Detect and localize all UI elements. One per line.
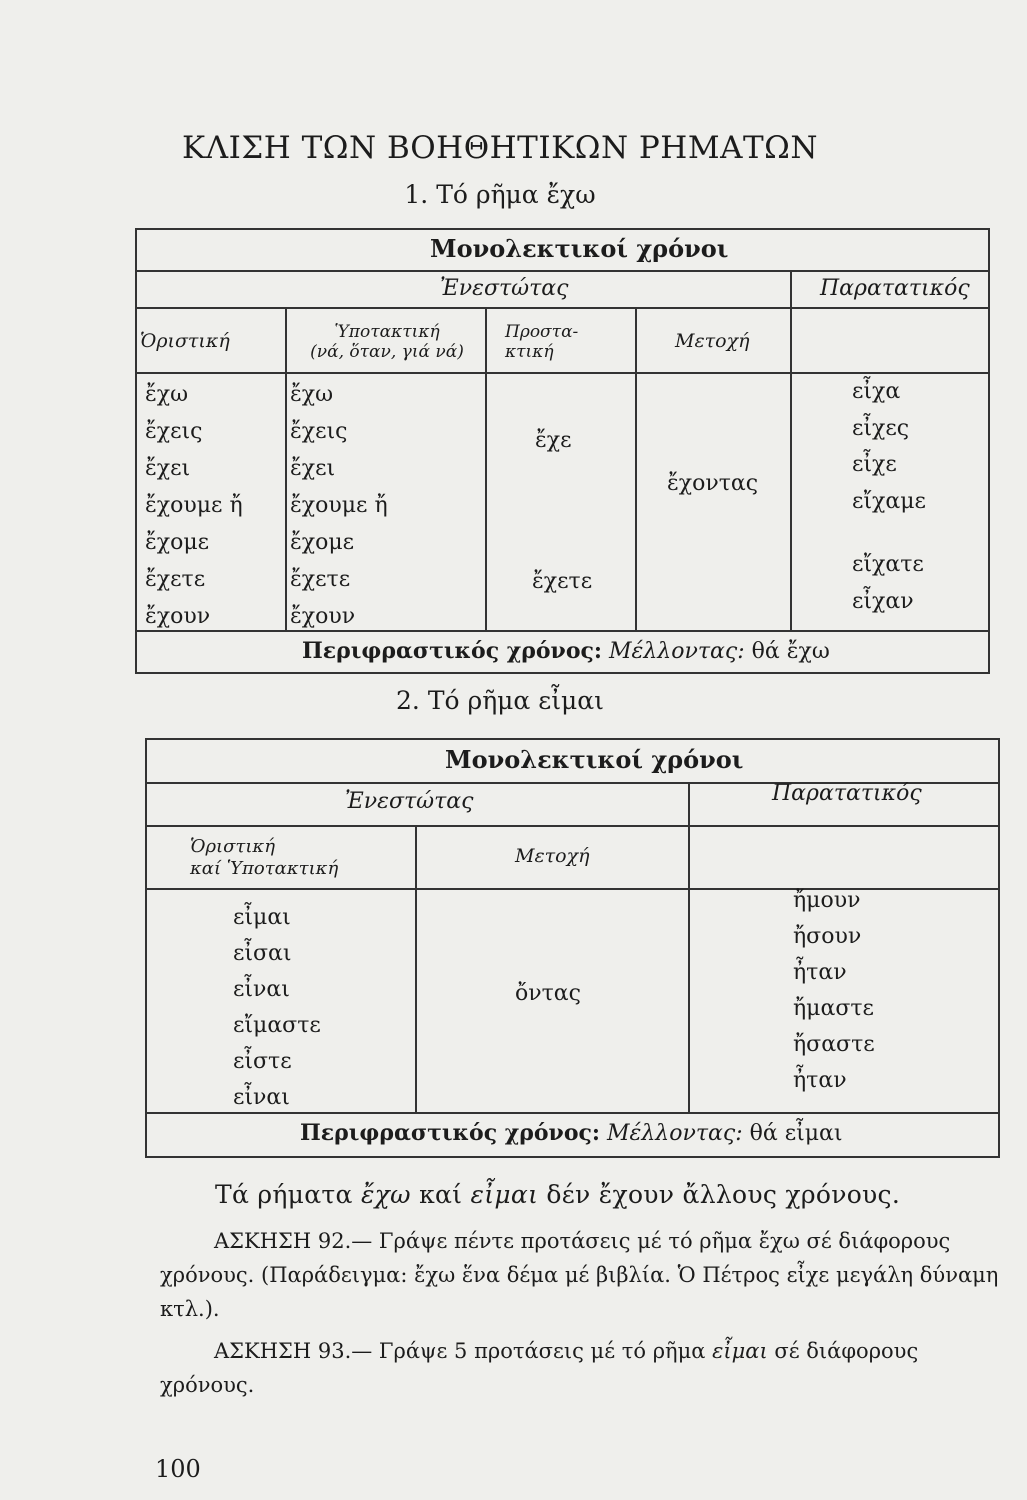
col-imperative: Προστα- κτική [505,322,579,362]
imperative-form-1: ἔχε [535,428,572,453]
imperfect-forms: ἤμουν ἤσουν ἦταν ἤμαστε ἤσαστε ἦταν [793,888,875,1093]
exercise-93: ΑΣΚΗΣΗ 93.— Γράψε 5 προτάσεις μέ τό ρῆμα εἶμαι σέ διάφορους χρόνους. [160,1339,919,1397]
col-participle: Μετοχή [515,845,590,867]
col-indicative-subjunctive: Ὁριστική καί Ὑποτακτική [190,836,339,879]
imperfect-header: Παρατατικός [772,781,922,806]
present-header: Ἐνεστώτας [345,789,474,814]
imperfect-forms-plural: εἴχατε εἶχαν [852,552,924,614]
periphrastic-row: Περιφραστικός χρόνος: Μέλλοντας: θά εἶμαι [300,1120,843,1146]
present-header: Ἐνεστώτας [440,276,569,301]
page-number: 100 [155,1455,201,1483]
page-title: ΚΛΙΣΗ ΤΩΝ ΒΟΗΘΗΤΙΚΩΝ ΡΗΜΑΤΩΝ [182,130,818,166]
col-participle: Μετοχή [675,330,750,352]
section-title-eimai: 2. Τό ρῆμα εἶμαι [396,686,604,715]
section-title-echo: 1. Τό ρῆμα ἔχω [404,180,596,209]
imperative-form-2: ἔχετε [532,569,593,594]
imperfect-header: Παρατατικός [820,276,970,301]
present-forms: εἶμαι εἶσαι εἶναι εἴμαστε εἶστε εἶναι [233,905,321,1110]
table-header: Μονολεκτικοί χρόνοι [430,234,729,263]
subjunctive-forms: ἔχω ἔχεις ἔχει ἔχουμε ἤ ἔχομε ἔχετε ἔχουν [290,382,388,629]
col-indicative: Ὁριστική [140,330,230,352]
exercise-92: ΑΣΚΗΣΗ 92.— Γράψε πέντε προτάσεις μέ τό ρῆμα ἔχω σέ διάφορους χρόνους. (Παράδειγμα: ἔχω ἕνα δέμα μέ βιβλία. Ὁ Πέτρος εἶχε μεγάλη δύναμη κτλ.). [160,1229,999,1321]
indicative-forms: ἔχω ἔχεις ἔχει ἔχουμε ἤ ἔχομε ἔχετε ἔχουν [145,382,243,629]
note-no-other-tenses: Τά ρήματα ἔχω καί εἶμαι δέν ἔχουν ἄλλους χρόνους. [215,1180,901,1209]
participle-form: ἔχοντας [667,471,759,496]
periphrastic-row: Περιφραστικός χρόνος: Μέλλοντας: θά ἔχω [302,638,830,664]
participle-form: ὄντας [515,981,581,1006]
table-header: Μονολεκτικοί χρόνοι [445,745,744,774]
col-subjunctive: Ὑποτακτική (νά, ὅταν, γιά νά) [310,322,464,362]
imperfect-forms: εἶχα εἶχες εἶχε εἴχαμε [852,379,926,514]
